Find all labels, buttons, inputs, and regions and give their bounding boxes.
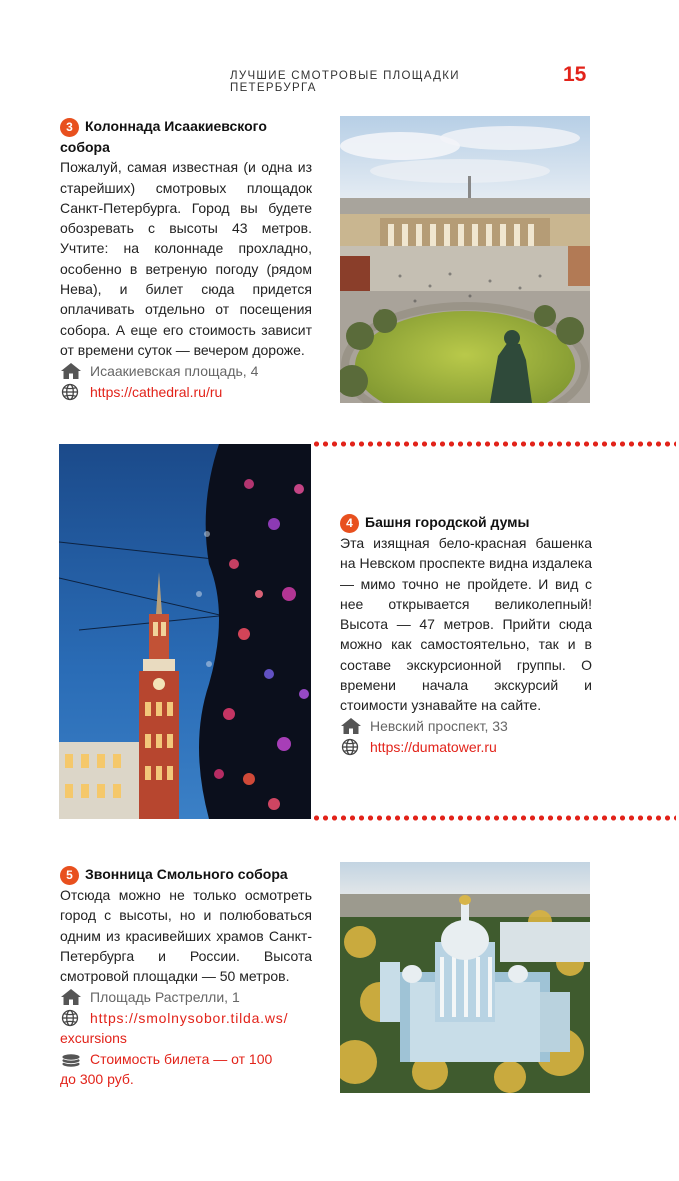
house-icon <box>340 717 362 735</box>
place-5-price: Стоимость билета — от 100 <box>60 1048 312 1069</box>
place-5-number-badge: 5 <box>60 866 79 885</box>
place-3-address: Исаакиевская площадь, 4 <box>60 360 312 381</box>
dotted-divider <box>312 815 676 821</box>
running-header: ЛУЧШИЕ СМОТРОВЫЕ ПЛОЩАДКИ ПЕТЕРБУРГА <box>230 70 460 94</box>
coins-icon <box>60 1050 82 1068</box>
place-4-block <box>340 512 592 758</box>
place-3-number-badge: 3 <box>60 118 79 137</box>
place-5-title: 5 Звонница Смольного собора <box>60 864 312 885</box>
place-5-website <box>60 1007 312 1028</box>
place-5-website-link[interactable]: https://smolnysobor.tilda.ws/ <box>90 1009 289 1026</box>
place-3-title: 3 Колоннада Исаакиевского собора <box>60 118 267 155</box>
globe-icon <box>60 383 82 401</box>
place-3-website-link[interactable]: https://cathedral.ru/ru <box>90 383 223 400</box>
globe-icon <box>340 738 362 756</box>
photo-duma-tower <box>59 444 311 819</box>
page-number: 15 <box>563 63 587 86</box>
house-icon <box>60 362 82 380</box>
place-4-website-link[interactable]: https://dumatower.ru <box>370 739 497 756</box>
place-4-address: Невский проспект, 33 <box>340 716 592 737</box>
place-3-block <box>60 116 312 402</box>
photo-isaac-view <box>340 116 590 403</box>
place-4-title: 4 Башня городской думы <box>340 512 592 533</box>
place-5-description: Отсюда можно не только осмотреть город с высоты, но и полюбоваться одним из красивейших храмов Санкт-Петербурга и России. Высота смотровой площадки — 50 метров. <box>60 887 312 985</box>
place-5-price-cont: до 300 руб. <box>60 1071 134 1088</box>
place-4-number-badge: 4 <box>340 514 359 533</box>
house-icon <box>60 988 82 1006</box>
photo-smolny-cathedral <box>340 862 590 1093</box>
place-4-website <box>340 737 592 758</box>
place-3-description: Пожалуй, самая известная (и одна из старейших) смотровых площадок Санкт-Петербурга. Город вы будете обозревать с высоты 43 метров. Учтите: на колоннаде прохладно, особенно в ветреную погоду (рядом Нева), и билет сюда придется оплачивать отдельно от посещения собора. А еще его стоимость зависит от времени суток — вечером дороже. <box>60 159 312 358</box>
place-5-website-link-cont[interactable]: excursions <box>60 1030 127 1047</box>
globe-icon <box>60 1009 82 1027</box>
dotted-divider <box>312 441 676 447</box>
place-5-block <box>60 864 312 1089</box>
place-5-address: Площадь Растрелли, 1 <box>60 986 312 1007</box>
place-4-description: Эта изящная бело-красная башенка на Невском проспекте видна издалека — мимо точно не пройдете. И вид с нее открывается великолепный! Высота — 47 метров. Прийти сюда можно как самостоятельно, так и в составе экскурсионной группы. О времени начала экскурсий и стоимости узнавайте на сайте. <box>340 535 592 714</box>
place-3-website <box>60 381 312 402</box>
